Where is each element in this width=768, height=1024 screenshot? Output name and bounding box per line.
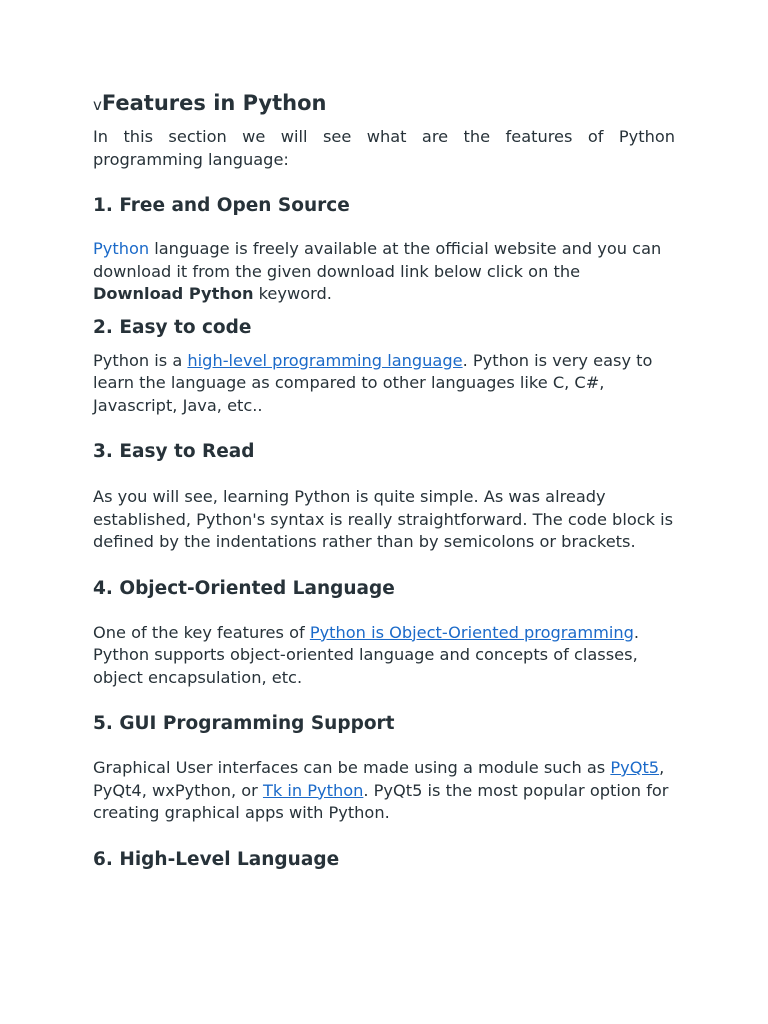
- paragraph-text-end: . PyQt5 is the most popular option for creating graphical apps with Python.: [93, 780, 669, 822]
- paragraph-text: Graphical User interfaces can be made using a module such as: [93, 758, 611, 777]
- section-paragraph-object-oriented: [93, 622, 675, 690]
- paragraph-text-end: keyword.: [253, 284, 332, 303]
- paragraph-text: Python is a: [93, 350, 188, 370]
- page-title: [93, 88, 675, 120]
- paragraph-text-end: . Python supports object-oriented language and concepts of classes, object encapsulation, etc.: [93, 622, 640, 687]
- section-heading-free-open-source: 1. Free and Open Source: [93, 195, 350, 216]
- section-heading-easy-to-read: 3. Easy to Read: [93, 441, 255, 462]
- tk-in-python-link[interactable]: Tk in Python: [262, 780, 364, 800]
- pyqt5-link[interactable]: PyQt5: [610, 758, 660, 777]
- title-text: Features in Python: [101, 91, 327, 115]
- section-paragraph-easy-to-read: As you will see, learning Python is quite simple. As was already established, Python's syntax is really straightforward. The code block is defined by the indentations rather than by semicolons or brackets.: [93, 487, 674, 551]
- section-heading-easy-to-code: 2. Easy to code: [93, 316, 252, 338]
- paragraph-text-end: . Python is very easy to learn the language as compared to other languages like C, C#, Javascript, Java, etc..: [93, 350, 653, 415]
- section-paragraph-easy-to-code: [93, 350, 675, 418]
- article-content: [93, 88, 675, 873]
- high-level-programming-language-link[interactable]: high-level programming language: [187, 350, 463, 370]
- python-link[interactable]: Python: [93, 239, 155, 258]
- paragraph-text-middle: , PyQt4, wxPython, or: [93, 758, 665, 800]
- section-paragraph-free-open-source: [93, 238, 675, 306]
- paragraph-text: One of the key features of: [93, 622, 310, 642]
- download-python-bold: Download Python: [93, 284, 254, 303]
- paragraph-text: language is freely available at the official website and you can download it from the given download link below click on the: [93, 239, 662, 281]
- title-prefix: v: [93, 96, 102, 114]
- section-heading-high-level-language: 6. High-Level Language: [93, 848, 340, 870]
- intro-paragraph: In this section we will see what are the features of Python programming language:: [93, 127, 675, 169]
- section-heading-object-oriented: 4. Object-Oriented Language: [93, 577, 395, 599]
- section-heading-gui-programming: 5. GUI Programming Support: [93, 713, 395, 734]
- python-oop-link[interactable]: Python is Object-Oriented programming: [309, 622, 634, 642]
- section-paragraph-gui-programming: [93, 757, 675, 825]
